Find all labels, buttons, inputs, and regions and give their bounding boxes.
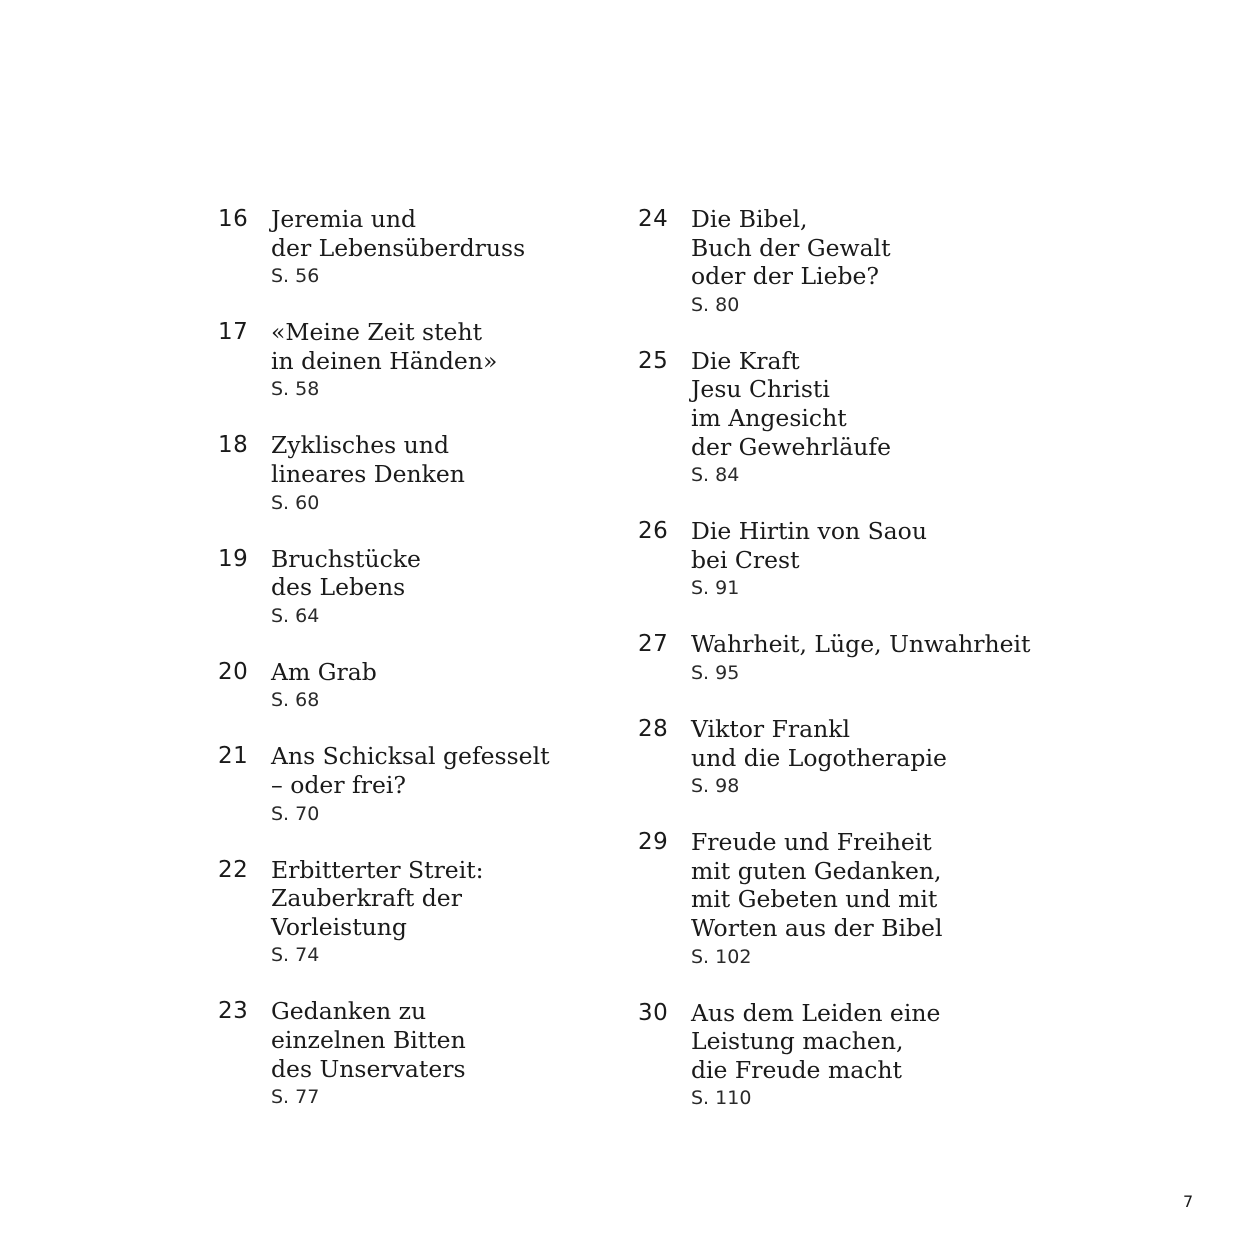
toc-entry-number: 19 (218, 545, 249, 572)
toc-entry-page-ref: S. 68 (271, 689, 320, 712)
toc-entry-body (271, 205, 598, 291)
toc-entry[interactable] (638, 828, 1058, 971)
toc-entry-title-line: einzelnen Bitten (271, 1025, 466, 1054)
toc-entry-number: 29 (638, 829, 669, 856)
toc-entry-title-line: Worten aus der Bibel (691, 913, 943, 942)
toc-entry-title-line: oder der Liebe? (691, 262, 880, 291)
toc-entry-title-line: Erbitterter Streit: (271, 855, 484, 884)
toc-entry-page-ref: S. 102 (691, 945, 752, 968)
toc-entry-title-line: Am Grab (271, 657, 377, 686)
toc-entry[interactable] (218, 545, 598, 631)
toc-entry-title-line: bei Crest (691, 545, 800, 574)
toc-entry-body (691, 205, 1058, 320)
toc-entry-body (691, 999, 1058, 1114)
page-number: 7 (1183, 1192, 1194, 1211)
toc-entry[interactable] (218, 431, 598, 517)
toc-entry-number: 18 (218, 432, 249, 459)
toc-entry[interactable] (218, 742, 598, 828)
toc-entry-number: 22 (218, 856, 249, 883)
toc-entry-title-line: der Lebensüberdruss (271, 233, 526, 262)
toc-column-left (218, 205, 598, 1139)
toc-entry[interactable] (218, 856, 598, 971)
toc-entry[interactable] (638, 630, 1058, 688)
toc-entry-body (271, 318, 598, 404)
toc-entry-title-line: Vorleistung (271, 912, 407, 941)
toc-entry-title-line: der Gewehrläufe (691, 432, 891, 461)
toc-entry-number: 16 (218, 206, 249, 232)
toc-entry-title-line: Bruchstücke (271, 544, 421, 573)
toc-entry-page-ref: S. 70 (271, 802, 320, 825)
toc-entry-page-ref: S. 60 (271, 491, 320, 514)
toc-entry-number: 17 (218, 319, 249, 346)
toc-entry[interactable] (218, 997, 598, 1112)
toc-entry-page-ref: S. 56 (271, 265, 320, 288)
toc-entry[interactable] (638, 999, 1058, 1114)
toc-entry-page-ref: S. 91 (691, 577, 740, 600)
toc-entry-body (271, 431, 598, 517)
toc-entry-number: 23 (218, 998, 249, 1025)
toc-entry-title-line: Leistung machen, (691, 1027, 904, 1056)
toc-entry-title-line: lineares Denken (271, 459, 465, 488)
toc-entry[interactable] (218, 318, 598, 404)
toc-entry-page-ref: S. 84 (691, 464, 740, 487)
toc-entry-title-line: Die Kraft (691, 346, 800, 375)
toc-entry-title-line: in deinen Händen» (271, 346, 498, 375)
toc-entry-body (271, 742, 598, 828)
toc-entry-page-ref: S. 64 (271, 604, 320, 627)
toc-entry-body (271, 997, 598, 1112)
toc-entry-number: 28 (638, 715, 669, 742)
toc-entry-title-line: Jeremia und (271, 205, 417, 233)
toc-entry-title-line: die Freude macht (691, 1055, 902, 1084)
toc-entry-number: 30 (638, 999, 669, 1026)
toc-entry-body (271, 856, 598, 971)
toc-entry-title-line: Zyklisches und (271, 431, 449, 460)
toc-entry-title-line: Gedanken zu (271, 997, 427, 1026)
toc-entry-title-line: «Meine Zeit steht (271, 318, 483, 347)
toc-entry-title-line: des Lebens (271, 573, 406, 602)
toc-entry-body (691, 630, 1058, 688)
toc-entry[interactable] (218, 205, 598, 291)
toc-entry-title-line: mit guten Gedanken, (691, 856, 942, 885)
toc-entry-body (271, 658, 598, 716)
toc-entry[interactable] (638, 517, 1058, 603)
toc-entry-title-line: Zauberkraft der (271, 884, 462, 913)
toc-entry-title-line: Wahrheit, Lüge, Unwahrheit (691, 630, 1031, 659)
toc-entry-page-ref: S. 77 (271, 1086, 320, 1109)
toc-entry-number: 25 (638, 347, 669, 374)
toc-entry-title-line: Die Bibel, (691, 205, 808, 233)
toc-entry-body (691, 347, 1058, 490)
toc-entry-number: 21 (218, 743, 249, 770)
toc-entry-number: 24 (638, 206, 669, 232)
toc-entry[interactable] (638, 347, 1058, 490)
toc-entry-body (271, 545, 598, 631)
toc-entry[interactable] (638, 715, 1058, 801)
toc-entry-title-line: des Unservaters (271, 1054, 466, 1083)
toc-column-right (638, 205, 1058, 1140)
toc-entry-title-line: Ans Schicksal gefesselt (271, 742, 550, 771)
toc-entry-title-line: und die Logotherapie (691, 743, 947, 772)
toc-entry-page-ref: S. 95 (691, 661, 740, 684)
toc-entry-title-line: – oder frei? (271, 770, 406, 799)
toc-entry-body (691, 828, 1058, 971)
toc-entry-title-line: Jesu Christi (691, 375, 830, 404)
toc-entry-page-ref: S. 110 (691, 1087, 752, 1110)
toc-entry-title-line: Viktor Frankl (691, 714, 851, 743)
toc-entry-page-ref: S. 74 (271, 944, 320, 967)
toc-entry-page-ref: S. 98 (691, 775, 740, 798)
toc-entry-page-ref: S. 58 (271, 378, 320, 401)
toc-entry-body (691, 715, 1058, 801)
toc-entry-title-line: Die Hirtin von Saou (691, 517, 927, 546)
toc-entry-title-line: Freude und Freiheit (691, 828, 932, 857)
toc-entry-page-ref: S. 80 (691, 293, 740, 316)
toc-entry-number: 26 (638, 518, 669, 545)
toc-entry[interactable] (638, 205, 1058, 320)
toc-entry-title-line: Buch der Gewalt (691, 233, 891, 262)
toc-entry-body (691, 517, 1058, 603)
toc-entry-title-line: Aus dem Leiden eine (691, 998, 941, 1027)
toc-entry-title-line: mit Gebeten und mit (691, 885, 938, 914)
toc-entry[interactable] (218, 658, 598, 716)
toc-entry-title-line: im Angesicht (691, 403, 847, 432)
toc-entry-number: 27 (638, 631, 669, 658)
toc-entry-number: 20 (218, 658, 249, 685)
